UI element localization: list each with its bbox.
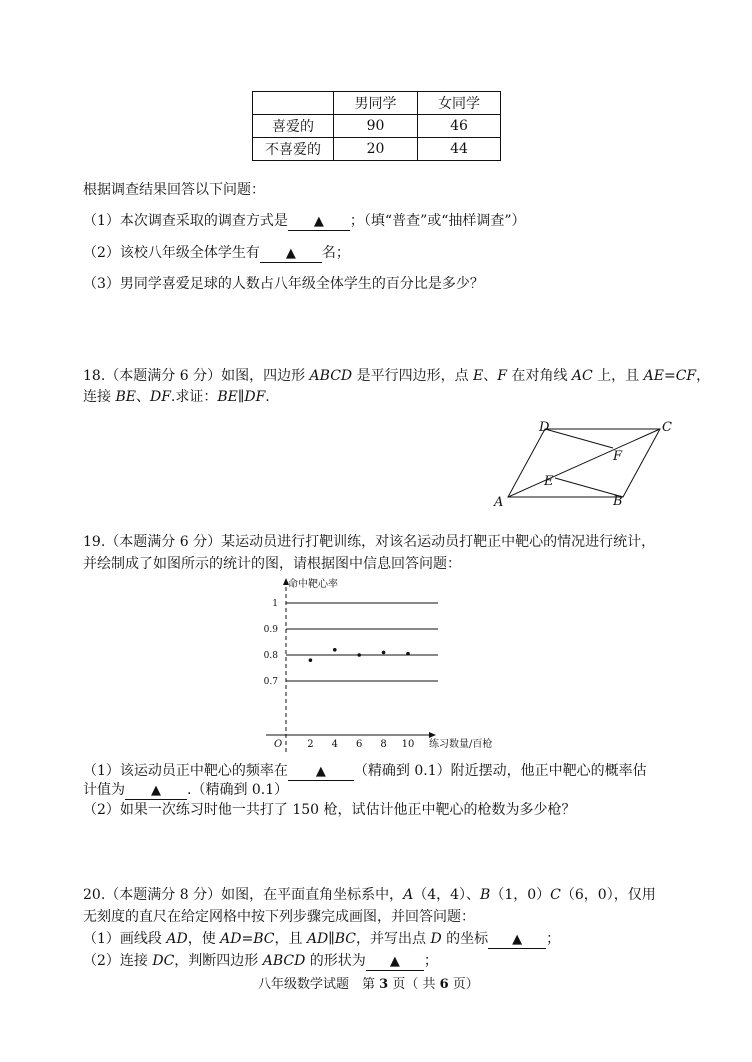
label-f: F xyxy=(613,449,623,464)
q17-part2 xyxy=(83,243,350,263)
y-tick-labels xyxy=(264,599,279,687)
q18-text: . xyxy=(265,389,270,405)
q20-part1 xyxy=(83,929,560,949)
table-header-cell: 女同学 xyxy=(418,92,501,115)
math-var: AD=BC xyxy=(220,931,275,947)
parallelogram-figure xyxy=(490,415,690,510)
math-var: ABCD xyxy=(262,953,306,969)
q19-part1-text: .（精确到 0.1） xyxy=(187,782,289,798)
q19-part1-text: （1）该运动员正中靶心的频率在 xyxy=(83,763,288,779)
chart-grid xyxy=(286,603,438,681)
y-tick-label: 1 xyxy=(272,599,278,609)
q19-line2: 并绘制成了如图所示的统计的图，请根据图中信息回答问题： xyxy=(83,556,461,572)
y-tick-label: 0.7 xyxy=(263,677,278,687)
table-row xyxy=(253,138,501,161)
q20-text: ； xyxy=(546,931,561,947)
q18-text: 上，且 xyxy=(592,368,644,384)
x-tick-label: 10 xyxy=(401,739,415,750)
q20-text: （6，0），仅用 xyxy=(560,887,656,903)
page-number: 3 xyxy=(379,977,389,992)
data-point xyxy=(357,653,361,657)
triangle-marker: ▲ xyxy=(313,214,324,229)
table-cell: 喜爱的 xyxy=(253,115,334,138)
q19-part2: （2）如果一次练习时他一共打了 150 枪，试估计他正中靶心的枪数为多少枪？ xyxy=(83,802,576,818)
table-cell: 46 xyxy=(418,115,501,138)
q20-text: ，并写出点 xyxy=(356,931,431,947)
math-var: BE xyxy=(115,389,136,405)
q18-line1 xyxy=(83,366,710,386)
q19-part1-line2 xyxy=(83,780,288,800)
label-e: E xyxy=(544,474,554,489)
segment-df xyxy=(545,429,613,448)
q20-part2 xyxy=(83,951,438,971)
math-var: BE∥DF xyxy=(217,389,266,405)
table-cell: 44 xyxy=(418,138,501,161)
q18-text: 在对角线 xyxy=(507,368,572,384)
q17-part2-text: （2）该校八年级全体学生有 xyxy=(83,245,260,261)
q20-text: （4，4）、 xyxy=(413,887,481,903)
label-b: B xyxy=(613,494,623,509)
q20-text: 的坐标 xyxy=(441,931,489,947)
q17-part1-text: （1）本次调查采取的调查方式是 xyxy=(83,213,288,229)
y-tick-label: 0.8 xyxy=(263,651,278,661)
math-var: ABCD xyxy=(309,368,353,384)
q18-text: ， xyxy=(696,368,711,384)
x-axis-label: 练习数量/百枪 xyxy=(429,739,493,750)
math-var: F xyxy=(497,368,507,384)
q20-text: 20.（本题满分 8 分）如图，在平面直角坐标系中， xyxy=(83,887,404,903)
answer-blank[interactable] xyxy=(260,245,322,263)
q18-line2 xyxy=(83,387,270,407)
q18-text: 、 xyxy=(135,389,150,405)
q20-text: （1）画线段 xyxy=(83,931,167,947)
footer-text: 页（ 共 xyxy=(388,977,440,992)
x-tick-label: 2 xyxy=(307,739,314,750)
q17-part2-unit: 名； xyxy=(321,245,350,261)
x-axis-arrow xyxy=(429,732,436,738)
y-tick-label: 0.9 xyxy=(263,625,278,635)
survey-table xyxy=(252,91,501,161)
x-tick-label: 8 xyxy=(380,739,387,750)
math-var: D xyxy=(430,931,442,947)
math-var: AE=CF xyxy=(643,368,697,384)
table-row xyxy=(253,115,501,138)
math-var: AD xyxy=(166,931,188,947)
triangle-marker: ▲ xyxy=(512,932,523,947)
triangle-marker: ▲ xyxy=(151,783,161,798)
q20-text: ，使 xyxy=(187,931,221,947)
label-c: C xyxy=(662,420,672,435)
data-point xyxy=(382,651,386,655)
q19-part1-text: 计值为 xyxy=(83,782,125,798)
page-footer xyxy=(258,973,479,992)
answer-blank[interactable] xyxy=(288,763,354,781)
table-header-cell xyxy=(253,92,334,115)
math-var: DF xyxy=(149,389,171,405)
q20-text: （1，0） xyxy=(490,887,551,903)
y-axis-label: 命中靶心率 xyxy=(288,579,338,590)
x-tick-labels xyxy=(307,739,414,750)
data-point xyxy=(406,652,410,656)
triangle-marker: ▲ xyxy=(389,954,400,969)
data-point xyxy=(333,648,337,652)
math-var: B xyxy=(480,887,491,903)
label-d: D xyxy=(539,420,550,435)
triangle-marker: ▲ xyxy=(285,246,296,261)
footer-text: 八年级数学试题 第 xyxy=(258,977,380,992)
q20-text: ，判断四边形 xyxy=(174,953,263,969)
total-pages: 6 xyxy=(439,977,449,992)
table-cell: 不喜爱的 xyxy=(253,138,334,161)
q17-part3: （3）男同学喜爱足球的人数占八年级全体学生的百分比是多少？ xyxy=(83,276,484,292)
q20-text: ，且 xyxy=(274,931,307,947)
data-point xyxy=(309,658,313,662)
q18-text: 、 xyxy=(483,368,498,384)
answer-blank[interactable] xyxy=(488,931,546,949)
origin-label: O xyxy=(274,739,283,750)
math-var: C xyxy=(550,887,561,903)
q17-part1 xyxy=(83,211,526,231)
table-cell: 20 xyxy=(334,138,418,161)
x-tick-label: 4 xyxy=(331,739,338,750)
q20-line1 xyxy=(83,885,656,905)
footer-text: 页） xyxy=(448,977,479,992)
q19-part1-text: （精确到 0.1）附近摆动，他正中靶心的概率估 xyxy=(353,763,647,779)
diagonal-ac xyxy=(508,429,660,497)
x-tick-label: 6 xyxy=(356,739,363,750)
q20-line2: 无刻度的直尺在给定网格中按下列步骤完成画图，并回答问题： xyxy=(83,909,475,925)
table-header-row xyxy=(253,92,501,115)
q18-text: 是平行四边形，点 xyxy=(352,368,474,384)
triangle-marker: ▲ xyxy=(315,764,326,779)
math-var: E xyxy=(473,368,484,384)
q18-text: 连接 xyxy=(83,389,116,405)
answer-blank[interactable] xyxy=(366,953,424,971)
q20-text: 的形状为 xyxy=(305,953,366,969)
q19-part1-line1 xyxy=(83,761,647,781)
q18-text: .求证： xyxy=(170,389,218,405)
q17-part1-note: ；（填“普查”或“抽样调查”） xyxy=(349,213,526,229)
math-var: AC xyxy=(571,368,593,384)
table-header-cell: 男同学 xyxy=(334,92,418,115)
answer-blank[interactable] xyxy=(125,782,187,800)
q17-intro: 根据调查结果回答以下问题： xyxy=(83,182,265,198)
q20-text: （2）连接 xyxy=(83,953,153,969)
answer-blank[interactable] xyxy=(288,213,350,231)
q20-text: ； xyxy=(423,953,438,969)
label-a: A xyxy=(494,495,504,510)
hit-rate-chart xyxy=(255,570,515,760)
q19-line1: 19.（本题满分 6 分）某运动员进行打靶训练，对该名运动员打靶正中靶心的情况进行统计， xyxy=(83,534,656,550)
math-var: DC xyxy=(152,953,175,969)
math-var: A xyxy=(403,887,414,903)
table-cell: 90 xyxy=(334,115,418,138)
q18-text: 18.（本题满分 6 分）如图，四边形 xyxy=(83,368,310,384)
math-var: AD∥BC xyxy=(306,931,356,947)
